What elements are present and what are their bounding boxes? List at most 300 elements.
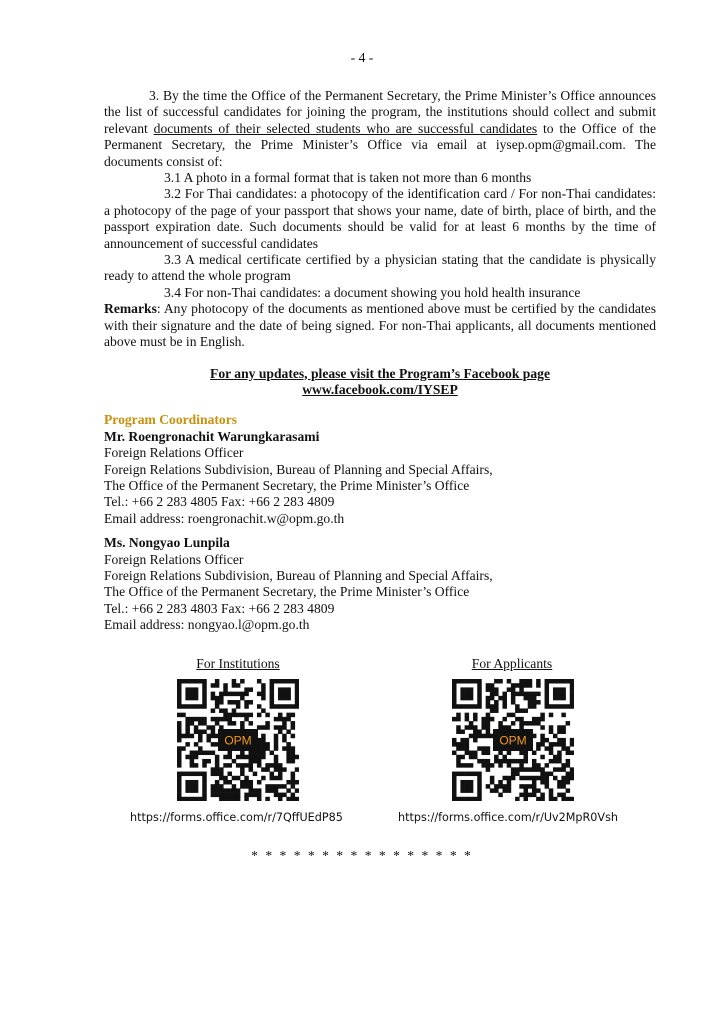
qr-module xyxy=(502,696,507,701)
qr-module xyxy=(261,708,266,713)
qr-module xyxy=(278,717,283,722)
qr-module xyxy=(177,755,182,760)
qr-module xyxy=(257,759,262,764)
qr-module xyxy=(519,793,524,798)
qr-module xyxy=(194,679,199,684)
qr-module xyxy=(278,679,283,684)
qr-module xyxy=(519,776,524,781)
qr-module xyxy=(185,797,190,801)
qr-module xyxy=(553,679,558,684)
qr-module xyxy=(456,725,461,730)
qr-module xyxy=(211,696,216,701)
qr-module xyxy=(177,788,182,793)
qr-module xyxy=(240,679,245,684)
qr-module xyxy=(452,751,457,756)
qr-module xyxy=(528,721,533,726)
qr-module xyxy=(528,696,533,701)
qr-module xyxy=(452,738,457,743)
qr-module xyxy=(553,696,558,701)
qr-module xyxy=(282,793,287,798)
qr-module xyxy=(566,751,571,756)
qr-code-institutions[interactable] xyxy=(177,679,299,801)
qr-module xyxy=(486,734,491,739)
qr-module xyxy=(282,717,287,722)
qr-module xyxy=(286,759,291,764)
qr-module xyxy=(253,788,258,793)
qr-module xyxy=(227,692,232,697)
qr-module xyxy=(473,738,478,743)
qr-module xyxy=(477,729,482,734)
qr-module xyxy=(265,713,270,718)
qr-module xyxy=(215,763,220,768)
qr-module xyxy=(244,717,249,722)
qr-module xyxy=(177,713,182,718)
qr-module xyxy=(524,784,529,789)
page-number: - 4 - xyxy=(350,50,374,65)
qr-module xyxy=(282,692,287,697)
qr-module xyxy=(291,755,296,760)
qr-url-applicants[interactable]: https://forms.office.com/r/Uv2MpR0Vsh xyxy=(398,811,618,824)
para3-part2: to the Office of the Permanent Secretary, the Prime Minister’s Office via email at iysep.opm@gmail.com. The documents consist of: xyxy=(104,120,656,169)
qr-module xyxy=(524,797,529,801)
qr-module xyxy=(223,788,228,793)
qr-module xyxy=(553,767,558,772)
qr-module xyxy=(540,725,545,730)
coordinator-1 xyxy=(104,429,656,527)
qr-module xyxy=(465,738,470,743)
qr-module xyxy=(477,759,482,764)
qr-module xyxy=(223,713,228,718)
qr-module xyxy=(507,780,512,785)
qr-module xyxy=(274,742,279,747)
qr-module xyxy=(177,704,182,709)
qr-module xyxy=(549,797,554,801)
qr-module xyxy=(244,763,249,768)
qr-module xyxy=(570,738,574,743)
qr-module xyxy=(511,759,516,764)
qr-module xyxy=(270,776,275,781)
qr-module xyxy=(549,704,554,709)
qr-module xyxy=(477,776,482,781)
qr-module xyxy=(227,788,232,793)
qr-module xyxy=(507,776,512,781)
qr-module xyxy=(557,692,562,697)
qr-module xyxy=(570,679,574,684)
qr-module xyxy=(236,704,241,709)
qr-module xyxy=(528,700,533,705)
qr-module xyxy=(545,692,550,697)
qr-module xyxy=(194,797,199,801)
opm-logo-text: OPM xyxy=(499,733,527,748)
qr-module xyxy=(540,713,545,718)
qr-module xyxy=(469,755,474,760)
qr-module xyxy=(553,776,558,781)
qr-module xyxy=(211,772,216,777)
qr-module xyxy=(206,725,211,730)
qr-label-institutions: For Institutions xyxy=(196,656,280,671)
qr-module xyxy=(469,704,474,709)
qr-module xyxy=(227,751,232,756)
qr-module xyxy=(490,717,495,722)
qr-module xyxy=(253,772,258,777)
qr-module xyxy=(278,713,283,718)
qr-module xyxy=(481,746,486,751)
qr-module xyxy=(469,734,474,739)
qr-module xyxy=(257,704,262,709)
qr-module xyxy=(190,763,195,768)
qr-module xyxy=(460,746,465,751)
qr-module xyxy=(481,734,486,739)
qr-module xyxy=(278,696,283,701)
qr-module xyxy=(261,683,266,688)
qr-module xyxy=(490,780,495,785)
qr-module xyxy=(219,776,224,781)
qr-module xyxy=(561,704,566,709)
qr-module xyxy=(549,788,554,793)
qr-module xyxy=(498,763,503,768)
qr-module xyxy=(519,679,524,684)
qr-module xyxy=(202,797,207,801)
qr-module xyxy=(498,759,503,764)
qr-module xyxy=(524,776,529,781)
coordinator-2 xyxy=(104,535,656,633)
qr-module xyxy=(469,780,474,785)
coordinator-name: Ms. Nongyao Lunpila xyxy=(104,535,230,551)
qr-module xyxy=(227,772,232,777)
qr-module xyxy=(177,683,182,688)
qr-module xyxy=(249,721,254,726)
qr-module xyxy=(249,759,254,764)
qr-module xyxy=(185,788,190,793)
qr-module xyxy=(469,725,474,730)
qr-module xyxy=(557,793,562,798)
qr-module xyxy=(286,746,291,751)
qr-module xyxy=(507,687,512,692)
qr-module xyxy=(215,717,220,722)
qr-module xyxy=(460,784,465,789)
qr-module xyxy=(270,763,275,768)
qr-module xyxy=(473,751,478,756)
qr-module xyxy=(202,717,207,722)
qr-module xyxy=(524,721,529,726)
qr-module xyxy=(257,679,262,684)
qr-module xyxy=(570,696,574,701)
qr-code-applicants[interactable] xyxy=(452,679,574,801)
qr-module xyxy=(557,780,562,785)
qr-module xyxy=(270,700,275,705)
qr-module xyxy=(232,776,237,781)
qr-module xyxy=(202,751,207,756)
qr-module xyxy=(219,696,224,701)
qr-module xyxy=(549,679,554,684)
qr-module xyxy=(481,717,486,722)
qr-module xyxy=(465,696,470,701)
qr-module xyxy=(549,793,554,798)
qr-module xyxy=(211,767,216,772)
coordinator-email[interactable]: Email address: nongyao.l@opm.go.th xyxy=(104,617,310,633)
qr-module xyxy=(270,692,275,697)
item-3-2: 3.2 For Thai candidates: a photocopy of the identification card / For non-Thai candidates: a photocopy of the page of your passport that shows your name, date of birth, place of birth, and the passport expiration date. Such documents should be valid for at least 6 months by the time of announcement of successful candidates xyxy=(104,186,656,251)
qr-module xyxy=(557,738,562,743)
qr-module xyxy=(278,763,283,768)
qr-module xyxy=(236,700,241,705)
qr-module xyxy=(477,679,482,684)
qr-module xyxy=(532,717,537,722)
qr-module xyxy=(202,700,207,705)
qr-module xyxy=(528,793,533,798)
qr-module xyxy=(202,772,207,777)
qr-module xyxy=(494,708,499,713)
qr-module xyxy=(177,759,182,764)
qr-module xyxy=(498,784,503,789)
qr-module xyxy=(502,776,507,781)
qr-module xyxy=(532,767,537,772)
qr-module xyxy=(465,713,470,718)
qr-module xyxy=(452,679,457,684)
qr-module xyxy=(227,793,232,798)
qr-module xyxy=(295,692,299,697)
qr-module xyxy=(211,788,216,793)
qr-module xyxy=(549,751,554,756)
qr-module xyxy=(486,746,491,751)
qr-module xyxy=(240,721,245,726)
qr-module xyxy=(477,692,482,697)
qr-module xyxy=(536,767,541,772)
qr-module xyxy=(524,759,529,764)
qr-module xyxy=(215,793,220,798)
qr-module xyxy=(295,687,299,692)
qr-module xyxy=(232,692,237,697)
qr-module xyxy=(515,708,520,713)
opm-logo xyxy=(218,729,258,751)
qr-module xyxy=(486,751,491,756)
qr-module xyxy=(261,751,266,756)
qr-module xyxy=(528,784,533,789)
qr-module xyxy=(460,738,465,743)
qr-module xyxy=(532,700,537,705)
qr-module xyxy=(553,759,558,764)
qr-module xyxy=(532,751,537,756)
qr-module xyxy=(465,692,470,697)
qr-module xyxy=(486,725,491,730)
qr-module xyxy=(181,734,186,739)
qr-module xyxy=(291,780,296,785)
qr-module xyxy=(561,696,566,701)
qr-module xyxy=(528,679,533,684)
qr-module xyxy=(194,784,199,789)
qr-module xyxy=(274,793,279,798)
qr-module xyxy=(177,692,182,697)
qr-module xyxy=(553,797,558,801)
qr-module xyxy=(561,767,566,772)
qr-module xyxy=(490,687,495,692)
qr-module xyxy=(286,797,291,801)
qr-module xyxy=(291,679,296,684)
qr-module xyxy=(524,696,529,701)
qr-module xyxy=(282,767,287,772)
qr-module xyxy=(519,683,524,688)
qr-module xyxy=(452,683,457,688)
qr-module xyxy=(278,767,283,772)
qr-module xyxy=(274,767,279,772)
qr-module xyxy=(190,784,195,789)
qr-module xyxy=(507,713,512,718)
qr-module xyxy=(469,679,474,684)
qr-module xyxy=(282,704,287,709)
qr-module xyxy=(274,788,279,793)
qr-module xyxy=(219,692,224,697)
qr-module xyxy=(486,767,491,772)
qr-module xyxy=(536,679,541,684)
qr-module xyxy=(490,763,495,768)
qr-module xyxy=(177,725,182,730)
qr-module xyxy=(223,797,228,801)
qr-module xyxy=(194,692,199,697)
qr-module xyxy=(490,708,495,713)
qr-module xyxy=(206,738,211,743)
qr-module xyxy=(295,755,299,760)
qr-module xyxy=(261,692,266,697)
qr-module xyxy=(469,772,474,777)
qr-module xyxy=(498,751,503,756)
qr-module xyxy=(232,679,237,684)
qr-module xyxy=(282,734,287,739)
qr-module xyxy=(261,746,266,751)
qr-module xyxy=(215,784,220,789)
qr-module xyxy=(570,772,574,777)
qr-module xyxy=(519,692,524,697)
qr-module xyxy=(532,776,537,781)
qr-module xyxy=(486,700,491,705)
qr-module xyxy=(240,780,245,785)
qr-module xyxy=(223,776,228,781)
qr-module xyxy=(570,742,574,747)
qr-module xyxy=(236,763,241,768)
qr-module xyxy=(215,780,220,785)
qr-module xyxy=(545,683,550,688)
qr-module xyxy=(236,793,241,798)
qr-module xyxy=(227,780,232,785)
qr-module xyxy=(473,717,478,722)
item-3-3: 3.3 A medical certificate certified by a physician stating that the candidate is physically ready to attend the whole program xyxy=(104,252,656,284)
qr-module xyxy=(244,776,249,781)
qr-module xyxy=(477,687,482,692)
qr-module xyxy=(477,793,482,798)
qr-module xyxy=(536,700,541,705)
qr-module xyxy=(249,780,254,785)
qr-module xyxy=(202,776,207,781)
qr-module xyxy=(545,700,550,705)
qr-module xyxy=(181,746,186,751)
qr-module xyxy=(557,759,562,764)
qr-module xyxy=(249,713,254,718)
qr-module xyxy=(570,797,574,801)
qr-module xyxy=(177,776,182,781)
qr-module xyxy=(519,763,524,768)
facebook-link[interactable]: www.facebook.com/IYSEP xyxy=(302,381,458,397)
qr-module xyxy=(561,746,566,751)
qr-module xyxy=(465,742,470,747)
qr-module xyxy=(286,713,291,718)
qr-module xyxy=(532,704,537,709)
qr-module xyxy=(486,704,491,709)
qr-module xyxy=(240,772,245,777)
qr-module xyxy=(253,759,258,764)
qr-module xyxy=(240,751,245,756)
qr-module xyxy=(190,751,195,756)
qr-module xyxy=(465,797,470,801)
qr-module xyxy=(261,776,266,781)
qr-module xyxy=(194,729,199,734)
qr-module xyxy=(202,679,207,684)
qr-module xyxy=(545,679,550,684)
qr-module xyxy=(286,696,291,701)
qr-module xyxy=(194,742,199,747)
qr-module xyxy=(219,784,224,789)
qr-module xyxy=(469,721,474,726)
coordinator-office: The Office of the Permanent Secretary, the Prime Minister’s Office xyxy=(104,477,470,493)
qr-label-applicants: For Applicants xyxy=(471,656,553,671)
qr-module xyxy=(452,700,457,705)
qr-module xyxy=(486,729,491,734)
qr-module xyxy=(190,780,195,785)
qr-module xyxy=(223,717,228,722)
qr-module xyxy=(561,763,566,768)
qr-module xyxy=(219,797,224,801)
qr-module xyxy=(249,755,254,760)
qr-module xyxy=(540,717,545,722)
qr-module xyxy=(566,746,571,751)
qr-module xyxy=(211,729,216,734)
qr-module xyxy=(291,734,296,739)
qr-module xyxy=(486,717,491,722)
coordinator-email[interactable]: Email address: roengronachit.w@opm.go.th xyxy=(104,510,345,526)
qr-module xyxy=(511,772,516,777)
qr-module xyxy=(227,700,232,705)
qr-module xyxy=(261,734,266,739)
qr-module xyxy=(481,759,486,764)
qr-module xyxy=(177,784,182,789)
qr-module xyxy=(511,696,516,701)
qr-module xyxy=(524,683,529,688)
qr-module xyxy=(265,763,270,768)
qr-module xyxy=(507,763,512,768)
qr-module xyxy=(557,704,562,709)
qr-module xyxy=(240,767,245,772)
qr-module xyxy=(536,717,541,722)
qr-module xyxy=(473,679,478,684)
qr-module xyxy=(502,704,507,709)
qr-module xyxy=(270,704,275,709)
qr-module xyxy=(244,713,249,718)
qr-url-institutions[interactable]: https://forms.office.com/r/7QffUEdP85 xyxy=(130,811,343,824)
qr-module xyxy=(244,687,249,692)
qr-module xyxy=(244,793,249,798)
qr-module xyxy=(498,793,503,798)
qr-module xyxy=(557,679,562,684)
qr-module xyxy=(566,797,571,801)
qr-module xyxy=(177,797,182,801)
qr-module xyxy=(215,755,220,760)
qr-module xyxy=(477,683,482,688)
qr-module xyxy=(286,692,291,697)
qr-module xyxy=(536,746,541,751)
qr-module xyxy=(291,725,296,730)
qr-module xyxy=(219,772,224,777)
qr-module xyxy=(570,767,574,772)
qr-module xyxy=(181,772,186,777)
qr-module xyxy=(257,797,262,801)
